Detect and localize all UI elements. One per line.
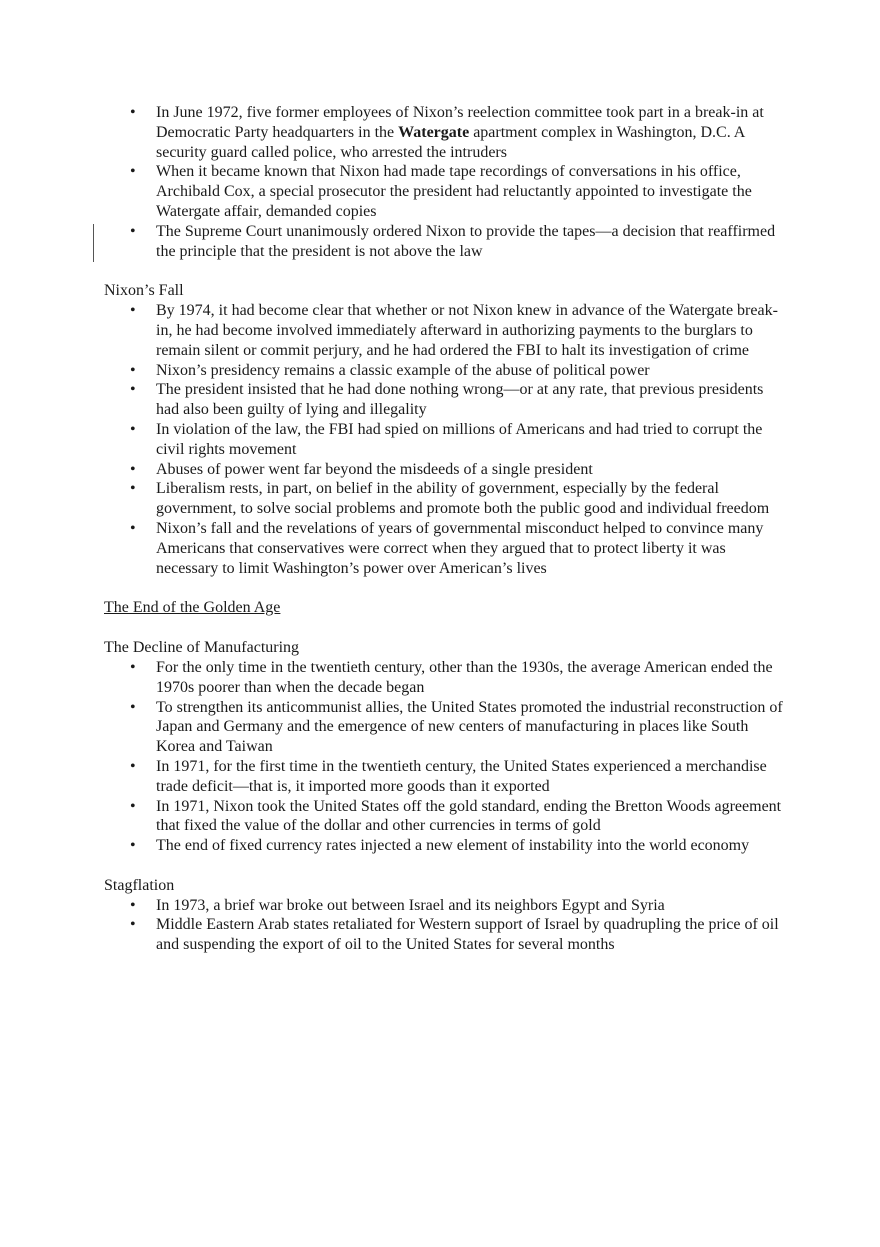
list-item: • In 1973, a brief war broke out between Israel and its neighbors Egypt and Syria: [156, 896, 784, 916]
list-item: • In 1971, for the first time in the twentieth century, the United States experienced a merchandise trade deficit—that is, it imported more goods than it exported: [156, 757, 784, 797]
list-item: • Middle Eastern Arab states retaliated for Western support of Israel by quadrupling the price of oil and suspending the export of oil to the United States for several months: [156, 915, 784, 955]
list-item: • In violation of the law, the FBI had spied on millions of Americans and had tried to corrupt the civil rights movement: [156, 420, 784, 460]
list-item: • For the only time in the twentieth century, other than the 1930s, the average American ended the 1970s poorer than when the decade began: [156, 658, 784, 698]
nixons-fall-bullet-list: [104, 301, 784, 578]
section-heading-stagflation: Stagflation: [104, 876, 175, 894]
list-item: • Liberalism rests, in part, on belief in the ability of government, especially by the federal government, to solve social problems and promote both the public good and individual freedom: [156, 479, 784, 519]
list-item: • Nixon’s fall and the revelations of years of governmental misconduct helped to convince many Americans that conservatives were correct when they argued that to protect liberty it was necessary to limit Washington’s power over American’s lives: [156, 519, 784, 578]
list-item: • When it became known that Nixon had made tape recordings of conversations in his office, Archibald Cox, a special prosecutor the president had reluctantly appointed to investigate the Watergate affair, demanded copies: [156, 162, 784, 221]
section-heading-nixons-fall: Nixon’s Fall: [104, 282, 184, 300]
section-heading-decline-of-manufacturing: The Decline of Manufacturing: [104, 639, 300, 657]
list-item: • The president insisted that he had done nothing wrong—or at any rate, that previous presidents had also been guilty of lying and illegality: [156, 380, 784, 420]
list-item: • In June 1972, five former employees of Nixon’s reelection committee took part in a break-in at Democratic Party headquarters in the Watergate apartment complex in Washington, D.C. A security guard called police, who arrested the intruders: [156, 103, 784, 162]
document-body: [104, 103, 784, 955]
decline-manufacturing-bullet-list: [104, 658, 784, 856]
list-item: • The Supreme Court unanimously ordered Nixon to provide the tapes—a decision that reaffirmed the principle that the president is not above the law: [156, 222, 784, 262]
watergate-bold-term: Watergate: [398, 123, 470, 141]
list-item: • Abuses of power went far beyond the misdeeds of a single president: [156, 460, 784, 480]
list-item: • By 1974, it had become clear that whether or not Nixon knew in advance of the Watergate break-in, he had become involved immediately afterward in authorizing payments to the burglars to remain silent or commit perjury, and he had ordered the FBI to halt its investigation of crime: [156, 301, 784, 360]
list-item: • To strengthen its anticommunist allies, the United States promoted the industrial reconstruction of Japan and Germany and the emergence of new centers of manufacturing in places like South Korea and Taiwan: [156, 698, 784, 757]
section-title-end-of-golden-age: The End of the Golden Age: [104, 599, 281, 617]
watergate-bullet-list: [104, 103, 784, 261]
list-item: • Nixon’s presidency remains a classic example of the abuse of political power: [156, 361, 784, 381]
list-item: • The end of fixed currency rates injected a new element of instability into the world economy: [156, 836, 784, 856]
list-item: • In 1971, Nixon took the United States off the gold standard, ending the Bretton Woods agreement that fixed the value of the dollar and other currencies in terms of gold: [156, 797, 784, 837]
revision-change-bar: [93, 224, 94, 262]
stagflation-bullet-list: [104, 896, 784, 955]
